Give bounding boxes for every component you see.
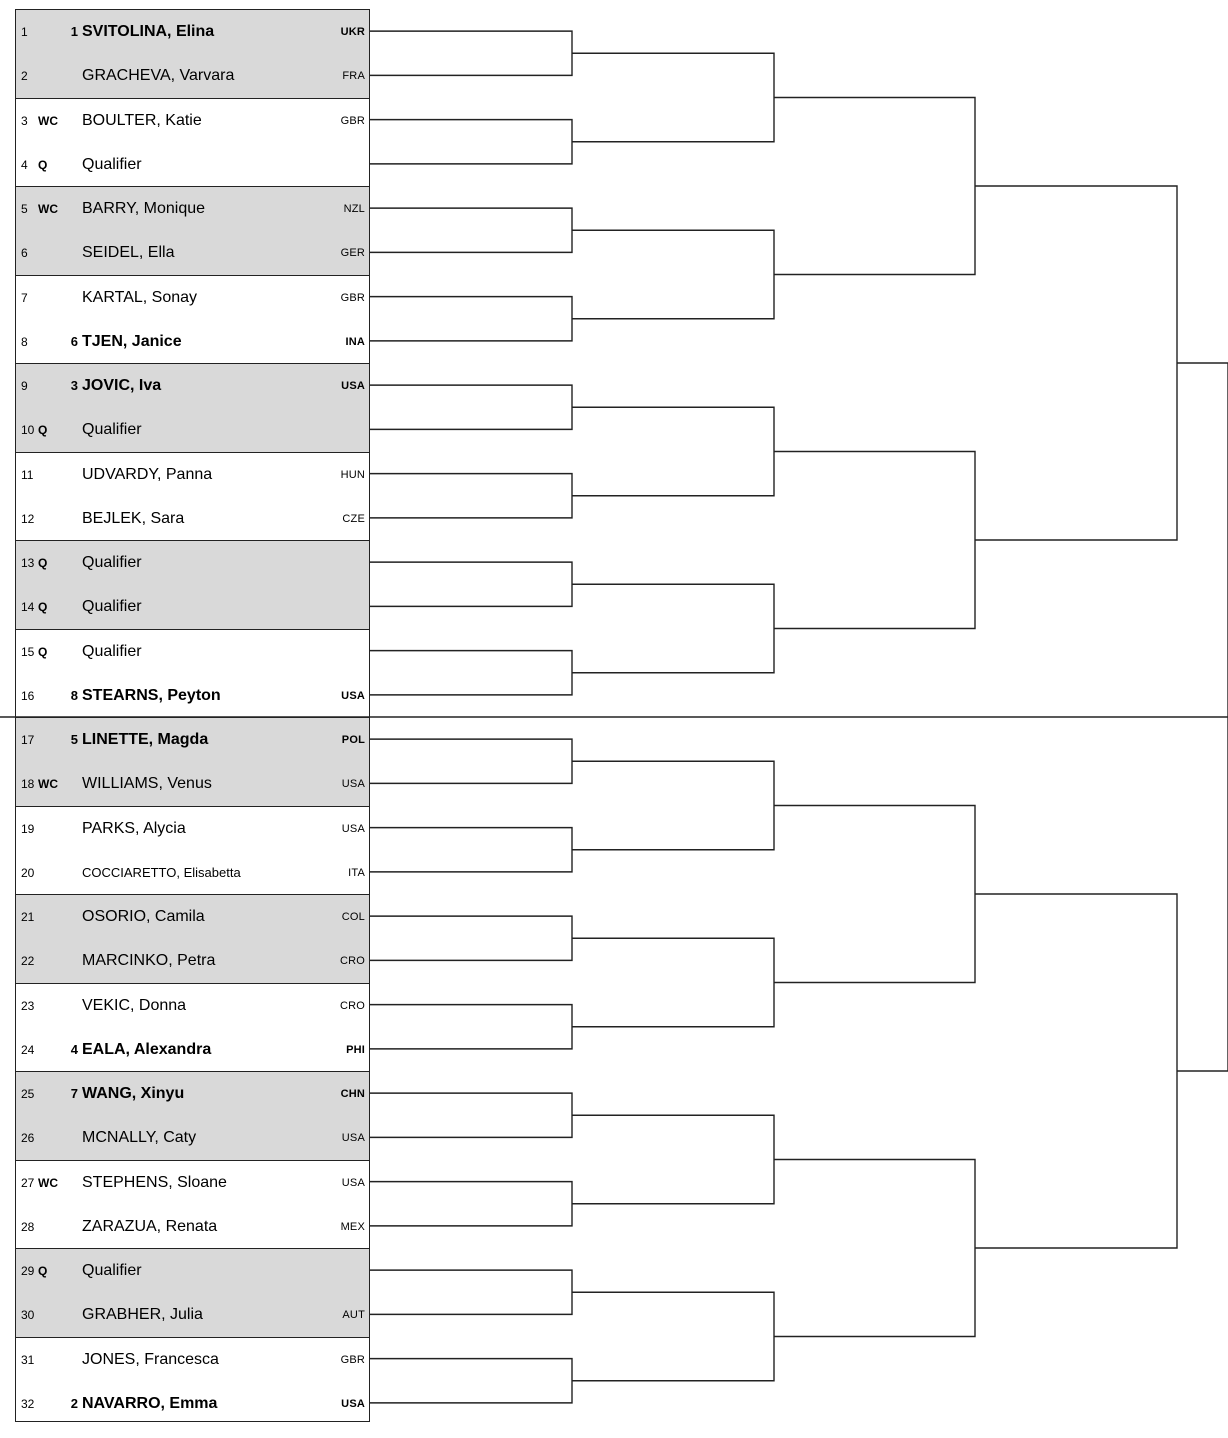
- draw-position: 25: [21, 1087, 35, 1101]
- nationality-code: CHN: [340, 1088, 365, 1100]
- bracket-connector: [370, 562, 572, 606]
- nationality-code: NZL: [343, 203, 365, 215]
- player-name: BARRY, Monique: [82, 200, 206, 217]
- nationality-code: ITA: [348, 866, 365, 879]
- player-name: GRACHEVA, Varvara: [82, 67, 235, 85]
- player-name: JOVIC, Iva: [82, 377, 162, 394]
- nationality-code: GBR: [340, 1353, 365, 1366]
- entry-status: Q: [38, 600, 48, 615]
- player-name: Qualifier: [82, 1262, 142, 1279]
- bracket-connector: [572, 53, 774, 142]
- player-name: GRABHER, Julia: [82, 1306, 203, 1324]
- bracket-connector: [370, 739, 572, 783]
- nationality-code: USA: [341, 1397, 365, 1410]
- seed-number: 5: [70, 732, 78, 747]
- nationality-code: USA: [341, 689, 365, 702]
- bracket-connector: [572, 761, 774, 850]
- draw-position: 31: [21, 1352, 35, 1367]
- seed-number: 3: [70, 378, 78, 393]
- draw-position: 12: [21, 511, 35, 526]
- draw-position: 21: [21, 910, 35, 924]
- seed-number: 6: [70, 333, 78, 349]
- draw-position: 11: [21, 467, 34, 482]
- draw-position: 10: [21, 423, 35, 438]
- bracket-connector: [370, 297, 572, 341]
- seed-number: 2: [70, 1395, 78, 1411]
- player-name: SEIDEL, Ella: [82, 244, 175, 262]
- bracket-connector: [774, 1160, 975, 1337]
- nationality-code: USA: [341, 380, 365, 392]
- bracket-connector: [370, 385, 572, 429]
- seed-number: 7: [70, 1086, 78, 1101]
- bracket-connector: [572, 407, 774, 496]
- nationality-code: USA: [341, 822, 365, 835]
- bracket-connector: [370, 120, 572, 164]
- player-name: BOULTER, Katie: [82, 111, 202, 129]
- nationality-code: HUN: [340, 468, 365, 481]
- nationality-code: GER: [340, 247, 365, 260]
- bracket-connector: [572, 938, 774, 1027]
- nationality-code: USA: [341, 1176, 365, 1189]
- nationality-code: GBR: [340, 114, 365, 127]
- bracket-connector: [370, 1093, 572, 1137]
- nationality-code: CRO: [339, 999, 365, 1012]
- bracket-connector: [975, 894, 1177, 1248]
- bracket-connector: [370, 828, 572, 872]
- entry-status: WC: [38, 1175, 58, 1190]
- seed-number: 1: [70, 24, 78, 39]
- player-name: SVITOLINA, Elina: [82, 23, 215, 40]
- nationality-code: USA: [341, 778, 365, 791]
- player-name: EALA, Alexandra: [82, 1040, 212, 1058]
- draw-position: 1: [21, 25, 28, 39]
- draw-position: 23: [21, 998, 35, 1013]
- nationality-code: GBR: [340, 291, 365, 304]
- player-name: Qualifier: [82, 598, 142, 616]
- nationality-code: UKR: [340, 26, 365, 38]
- nationality-code: MEX: [340, 1220, 365, 1233]
- player-name: WILLIAMS, Venus: [82, 775, 212, 793]
- draw-position: 3: [21, 113, 28, 128]
- draw-position: 27: [21, 1175, 35, 1190]
- draw-position: 8: [21, 334, 28, 349]
- draw-position: 4: [21, 157, 28, 172]
- bracket-connector: [370, 651, 572, 695]
- nationality-code: CRO: [339, 955, 365, 968]
- player-name: LINETTE, Magda: [82, 731, 209, 748]
- bracket-connector: [370, 474, 572, 518]
- player-name: BEJLEK, Sara: [82, 509, 185, 527]
- bracket-connector: [370, 208, 572, 252]
- draw-position: 32: [21, 1396, 35, 1411]
- player-name: Qualifier: [82, 642, 142, 660]
- bracket-connector: [572, 1115, 774, 1204]
- draw-position: 17: [21, 733, 35, 747]
- bracket-connector: [572, 1292, 774, 1381]
- nationality-code: FRA: [342, 70, 365, 83]
- player-name: MCNALLY, Caty: [82, 1129, 197, 1147]
- draw-position: 24: [21, 1042, 35, 1057]
- draw-position: 6: [21, 246, 28, 261]
- nationality-code: COL: [341, 911, 365, 923]
- draw-position: 2: [21, 69, 28, 84]
- bracket-connector: [774, 806, 975, 983]
- draw-position: 15: [21, 644, 35, 659]
- draw-position: 20: [21, 865, 35, 880]
- draw-position: 18: [21, 777, 35, 792]
- bracket-connector: [975, 186, 1177, 540]
- player-name: ZARAZUA, Renata: [82, 1217, 218, 1235]
- player-name: WANG, Xinyu: [82, 1085, 185, 1102]
- bracket-connector: [370, 1270, 572, 1314]
- seed-number: 4: [70, 1041, 78, 1057]
- player-name: TJEN, Janice: [82, 332, 182, 350]
- draw-position: 29: [21, 1264, 35, 1278]
- player-name: UDVARDY, Panna: [82, 465, 213, 483]
- draw-position: 19: [21, 821, 35, 836]
- player-name: STEPHENS, Sloane: [82, 1173, 227, 1191]
- player-name: MARCINKO, Petra: [82, 952, 216, 970]
- bracket-connector: [370, 31, 572, 75]
- entry-status: Q: [38, 423, 48, 438]
- entry-status: Q: [38, 556, 48, 570]
- player-name: Qualifier: [82, 421, 142, 439]
- draw-position: 30: [21, 1308, 35, 1323]
- bracket-connector: [572, 584, 774, 673]
- draw-position: 9: [21, 379, 28, 393]
- draw-position: 7: [21, 290, 28, 305]
- player-name: Qualifier: [82, 554, 142, 571]
- entry-status: WC: [38, 777, 58, 792]
- draw-position: 16: [21, 688, 35, 703]
- bracket-connector: [774, 98, 975, 275]
- draw-position: 5: [21, 202, 28, 216]
- nationality-code: AUT: [342, 1309, 365, 1322]
- draw-position: 13: [21, 556, 35, 570]
- bracket-connector: [370, 916, 572, 960]
- draw-position: 14: [21, 600, 35, 615]
- player-name: COCCIARETTO, Elisabetta: [82, 864, 241, 880]
- seed-number: 8: [70, 687, 78, 703]
- entry-status: Q: [38, 1264, 48, 1278]
- player-name: NAVARRO, Emma: [82, 1394, 218, 1412]
- player-name: PARKS, Alycia: [82, 819, 186, 837]
- nationality-code: PHI: [346, 1043, 365, 1056]
- nationality-code: INA: [345, 335, 365, 348]
- player-name: OSORIO, Camila: [82, 908, 205, 925]
- nationality-code: CZE: [342, 512, 365, 525]
- nationality-code: USA: [341, 1132, 365, 1145]
- bracket-connector: [370, 1005, 572, 1049]
- player-name: STEARNS, Peyton: [82, 686, 221, 704]
- player-name: KARTAL, Sonay: [82, 288, 198, 306]
- nationality-code: POL: [341, 734, 365, 746]
- entry-status: WC: [38, 113, 58, 128]
- entry-status: Q: [38, 644, 48, 659]
- bracket-connector: [370, 1182, 572, 1226]
- player-name: JONES, Francesca: [82, 1350, 219, 1368]
- draw-position: 28: [21, 1219, 35, 1234]
- draw-position: 22: [21, 954, 35, 969]
- player-name: VEKIC, Donna: [82, 996, 187, 1014]
- bracket-connector: [370, 1359, 572, 1403]
- bracket-connector: [774, 452, 975, 629]
- entry-status: Q: [38, 157, 48, 172]
- player-name: Qualifier: [82, 155, 142, 173]
- draw-position: 26: [21, 1131, 35, 1146]
- entry-status: WC: [38, 202, 58, 216]
- bracket-connector: [572, 230, 774, 319]
